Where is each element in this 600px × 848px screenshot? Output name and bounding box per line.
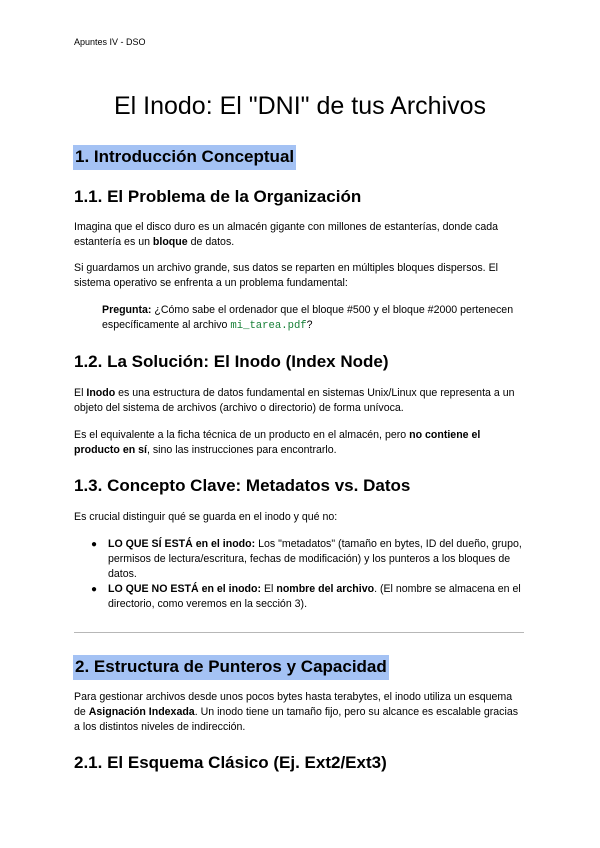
bullet-icon: ●	[91, 539, 98, 550]
list-item	[74, 582, 526, 612]
page-title: El Inodo: El "DNI" de tus Archivos	[113, 92, 487, 120]
text-run: , sino las instrucciones para encontrarlo.	[146, 444, 337, 456]
text-run: Es el equivalente a la ficha técnica de un producto en el almacén, pero	[74, 429, 410, 441]
filename-code: mi_tarea.pdf	[230, 320, 307, 332]
item-text: Los "metadatos" (tamaño en bytes, ID del dueño, grupo, permisos de lectura/escritura, fechas de modificación) y los punteros a los bloques de datos.	[108, 538, 522, 580]
section-1-2-heading: 1.2. La Solución: El Inodo (Index Node)	[74, 352, 389, 371]
question-callout	[102, 303, 522, 334]
question-text: ¿Cómo sabe el ordenador que el bloque #500 y el bloque #2000 pertenecen específicamente al archivo	[102, 304, 514, 331]
question-end: ?	[306, 319, 313, 331]
section-1-1-heading: 1.1. El Problema de la Organización	[74, 187, 362, 206]
bold-term: Inodo	[86, 387, 116, 399]
section-1-1-paragraph-1	[74, 220, 526, 250]
horizontal-divider	[74, 632, 524, 633]
bold-term: nombre del archivo	[276, 583, 375, 595]
item-label: LO QUE SÍ ESTÁ en el inodo:	[108, 538, 256, 550]
item-text: El	[261, 583, 277, 595]
section-2-1-heading: 2.1. El Esquema Clásico (Ej. Ext2/Ext3)	[74, 753, 387, 772]
section-1-3-heading: 1.3. Concepto Clave: Metadatos vs. Datos	[74, 476, 411, 495]
item-text: . (El nombre se almacena en el directorio, como veremos en la sección 3).	[108, 583, 521, 610]
section-2-heading: 2. Estructura de Punteros y Capacidad	[73, 655, 389, 680]
text-run: El	[74, 387, 87, 399]
text-run: Imagina que el disco duro es un almacén gigante con millones de estanterías, donde cada estantería es un	[74, 221, 499, 248]
bold-term: bloque	[152, 236, 188, 248]
bold-term: no contiene el producto en sí	[74, 429, 481, 456]
bold-term: Asignación Indexada	[88, 706, 195, 718]
list-item	[74, 537, 526, 582]
text-run: de datos.	[187, 236, 235, 248]
section-1-heading: 1. Introducción Conceptual	[73, 145, 296, 170]
bullet-icon: ●	[91, 584, 98, 595]
text-run: Para gestionar archivos desde unos pocos bytes hasta terabytes, el inodo utiliza un esquema de	[74, 691, 513, 718]
item-label: LO QUE NO ESTÁ en el inodo:	[108, 583, 262, 595]
section-1-3-paragraph-1: Es crucial distinguir qué se guarda en el inodo y qué no:	[74, 511, 338, 523]
metadata-list	[74, 537, 526, 612]
section-1-1-paragraph-2: Si guardamos un archivo grande, sus datos se reparten en múltiples bloques dispersos. El sistema operativo se enfrenta a un problema fundamental:	[74, 262, 498, 289]
section-1-2-paragraph-2	[74, 428, 526, 458]
section-2-paragraph-1	[74, 690, 526, 735]
section-1-2-paragraph-1	[74, 386, 526, 416]
running-header: Apuntes IV - DSO	[74, 37, 146, 47]
text-run: . Un inodo tiene un tamaño fijo, pero su alcance es escalable gracias a los distintos niveles de indirección.	[74, 706, 519, 733]
text-run: es una estructura de datos fundamental en sistemas Unix/Linux que representa a un objeto del sistema de archivos (archivo o directorio) de forma unívoca.	[74, 387, 515, 414]
question-label: Pregunta:	[102, 304, 152, 316]
